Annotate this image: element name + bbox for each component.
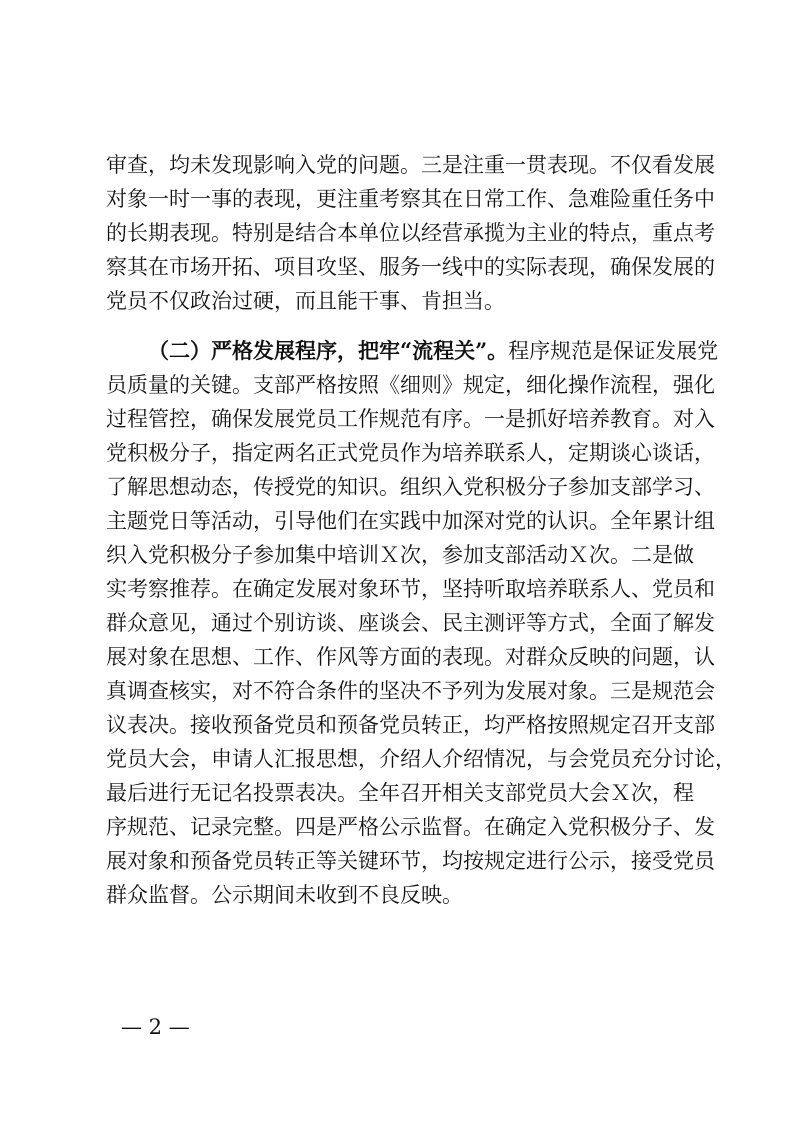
paragraph2-line-6: 主题党日等活动，引导他们在实践中加深对党的认识。全年累计组 bbox=[106, 509, 715, 533]
paragraph2-first-line bbox=[148, 334, 719, 368]
paragraph1-line-3: 的长期表现。特别是结合本单位以经营承揽为主业的特点，重点考 bbox=[106, 221, 715, 245]
paragraph1-line-4: 察其在市场开拓、项目攻坚、服务一线中的实际表现，确保发展的 bbox=[106, 255, 715, 279]
paragraph2-line-4: 党积极分子，指定两名正式党员作为培养联系人，定期谈心谈话， bbox=[106, 441, 715, 465]
paragraph1-line-1: 审查，均未发现影响入党的问题。三是注重一贯表现。不仅看发展 bbox=[106, 153, 715, 177]
paragraph2-line-8: 实考察推荐。在确定发展对象环节，坚持听取培养联系人、党员和 bbox=[106, 577, 715, 601]
paragraph2-line-13: 党员大会，申请人汇报思想，介绍人介绍情况，与会党员充分讨论， bbox=[106, 747, 736, 771]
paragraph2-line-3: 过程管控，确保发展党员工作规范有序。一是抓好培养教育。对入 bbox=[106, 407, 715, 431]
paragraph2-line-10: 展对象在思想、工作、作风等方面的表现。对群众反映的问题，认 bbox=[106, 645, 715, 669]
paragraph1-line-5: 党员不仅政治过硬，而且能干事、肯担当。 bbox=[106, 289, 505, 313]
paragraph2-line-15: 序规范、记录完整。四是严格公示监督。在确定入党积极分子、发 bbox=[106, 815, 715, 839]
paragraph2-line-14: 最后进行无记名投票表决。全年召开相关支部党员大会Ｘ次，程 bbox=[106, 781, 694, 805]
paragraph2-line-9: 群众意见，通过个别访谈、座谈会、民主测评等方式，全面了解发 bbox=[106, 611, 715, 635]
paragraph2-line-2: 员质量的关键。支部严格按照《细则》规定，细化操作流程，强化 bbox=[106, 373, 715, 397]
paragraph2-line-16: 展对象和预备党员转正等关键环节，均按规定进行公示，接受党员 bbox=[106, 849, 715, 873]
paragraph2-line-17: 群众监督。公示期间未收到不良反映。 bbox=[106, 883, 463, 907]
paragraph2-line-5: 了解思想动态，传授党的知识。组织入党积极分子参加支部学习、 bbox=[106, 475, 715, 499]
paragraph2-line-11: 真调查核实，对不符合条件的坚决不予列为发展对象。三是规范会 bbox=[106, 679, 715, 703]
paragraph1-line-2: 对象一时一事的表现，更注重考察其在日常工作、急难险重任务中 bbox=[106, 187, 715, 211]
paragraph2-first-line-text: 程序规范是保证发展党 bbox=[508, 339, 719, 363]
section-heading: （二）严格发展程序，把牢“流程关”。 bbox=[148, 338, 509, 363]
paragraph2-line-7: 织入党积极分子参加集中培训Ｘ次，参加支部活动Ｘ次。二是做 bbox=[106, 543, 694, 567]
paragraph2-line-12: 议表决。接收预备党员和预备党员转正，均严格按照规定召开支部 bbox=[106, 713, 715, 737]
page-number: — 2 — bbox=[121, 1015, 190, 1039]
